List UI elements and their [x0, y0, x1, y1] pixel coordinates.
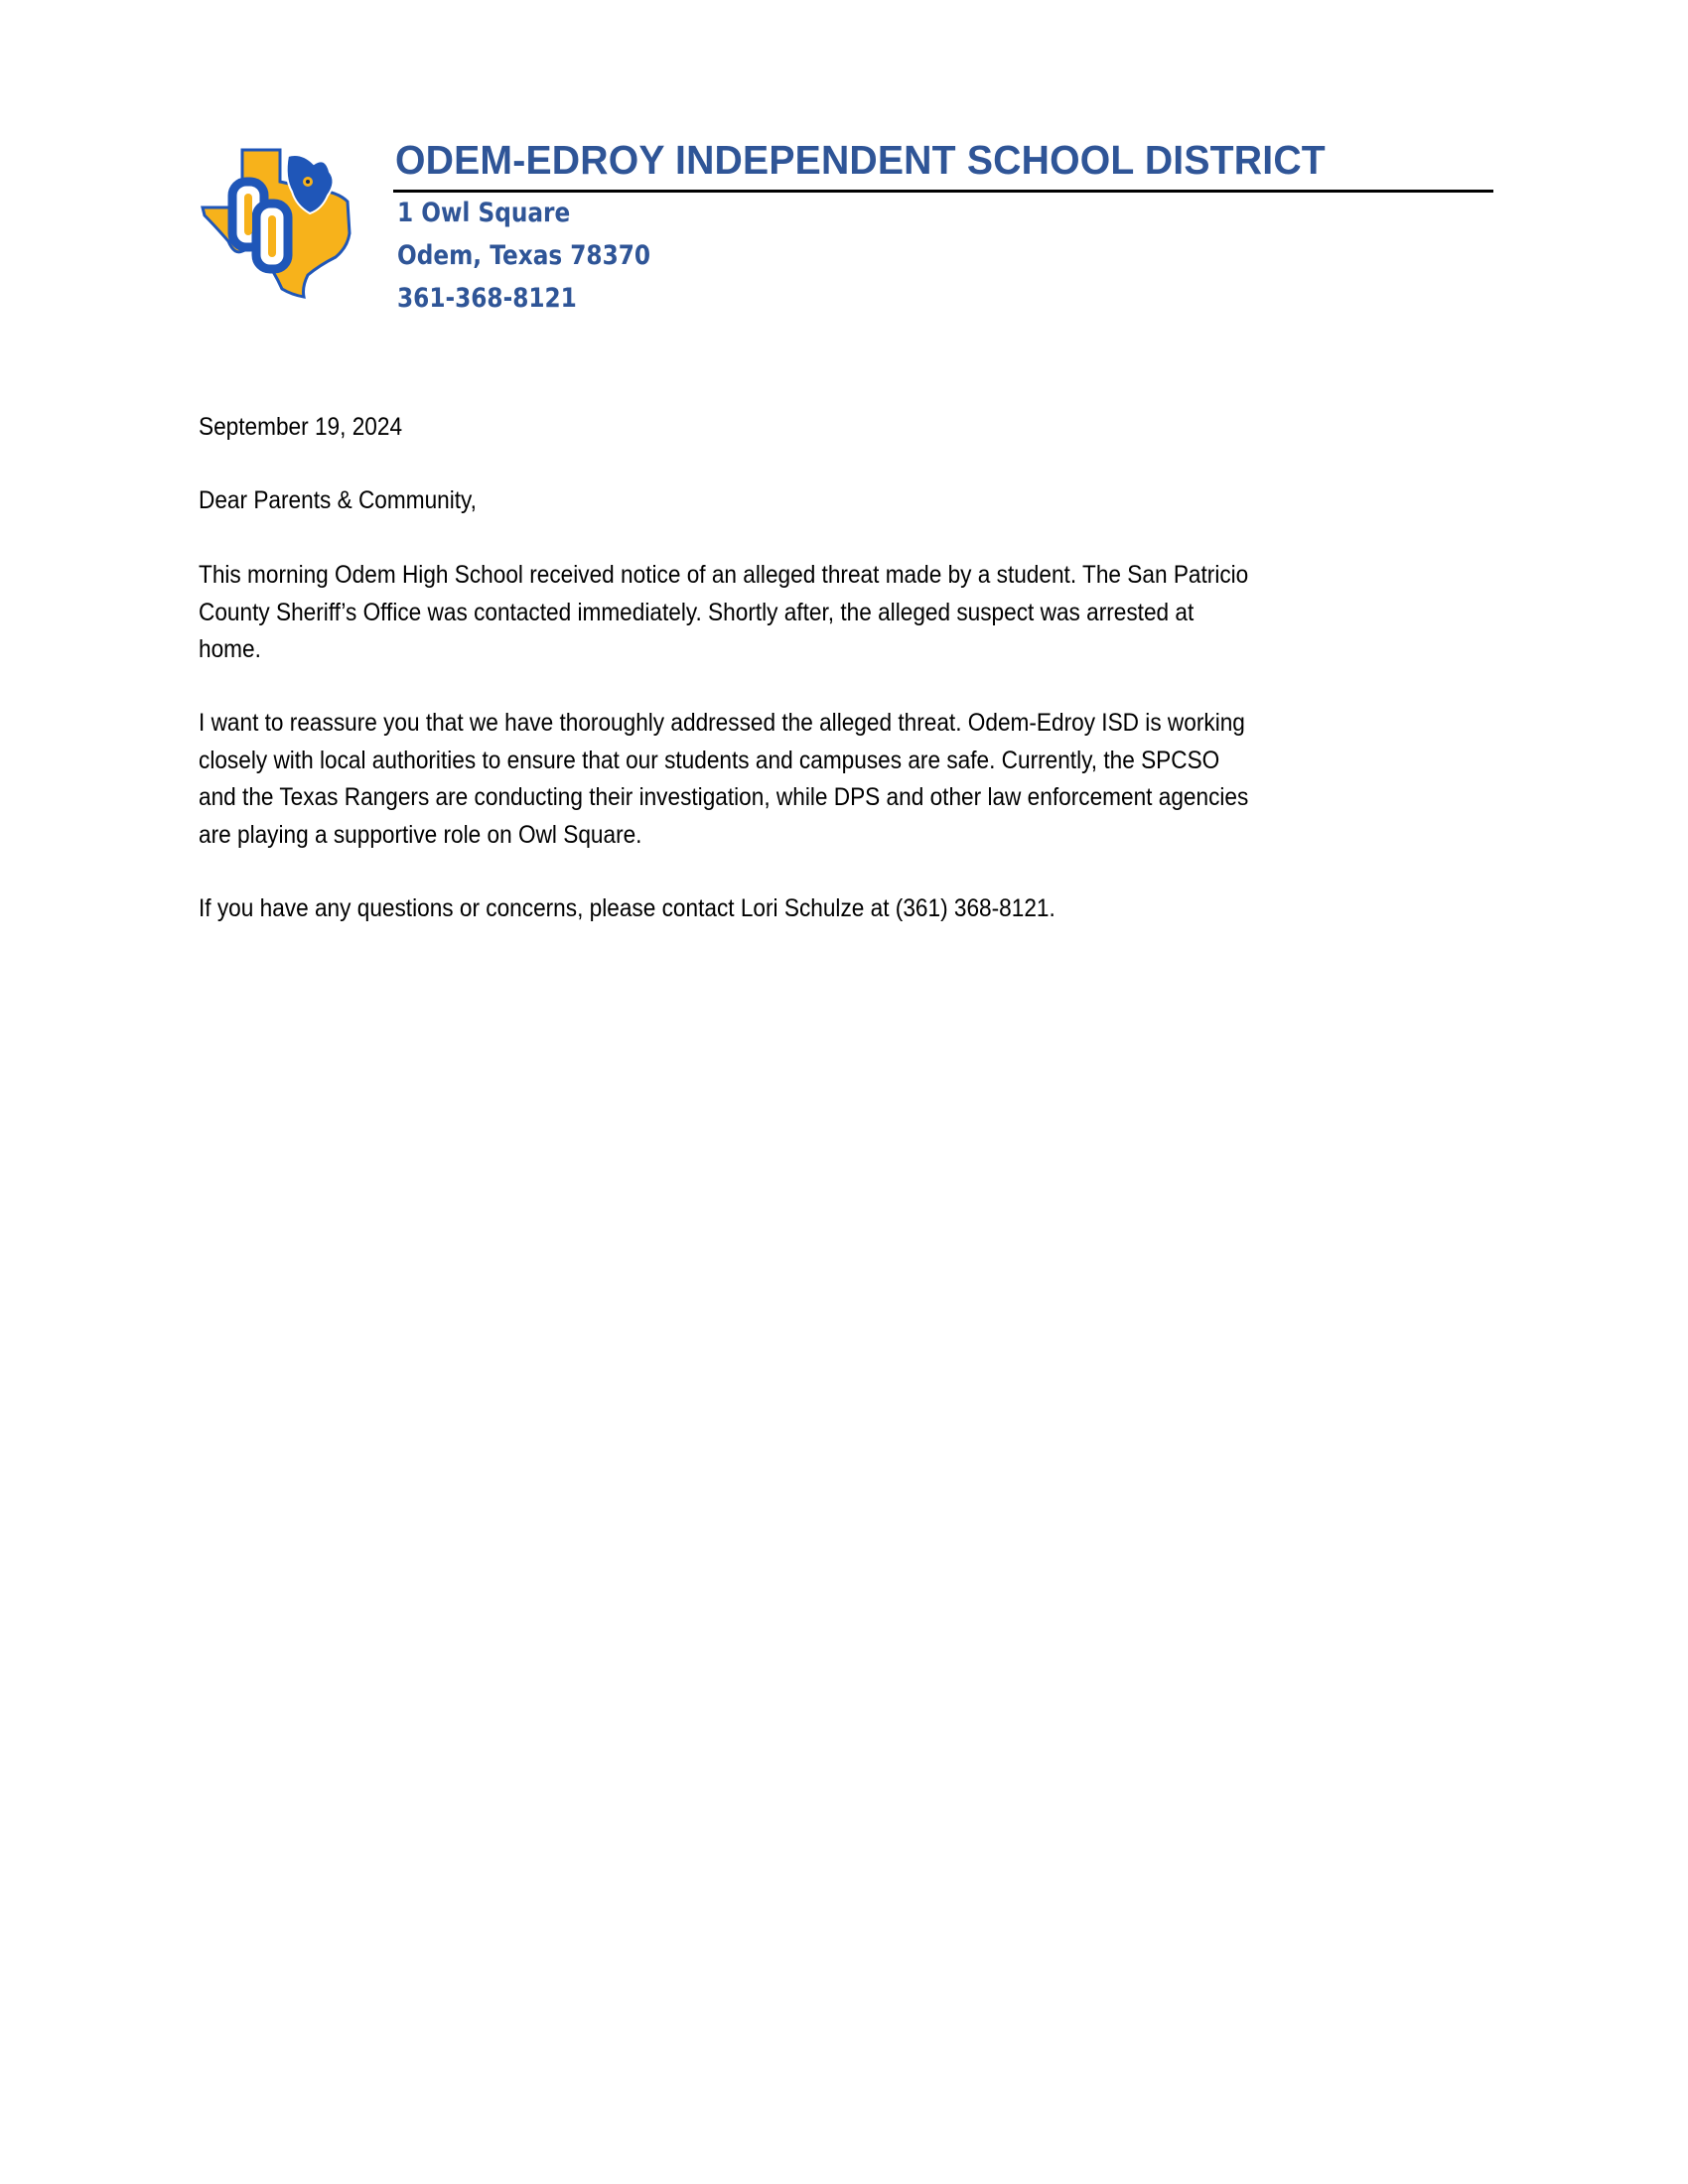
address-phone: 361-368-8121	[397, 283, 577, 314]
letter-salutation: Dear Parents & Community,	[199, 486, 477, 514]
paragraph-line: home.	[199, 635, 261, 663]
paragraph-line: I want to reassure you that we have thoroughly addressed the alleged threat. Odem-Edroy ISD is working	[199, 709, 1245, 737]
paragraph-line: If you have any questions or concerns, please contact Lori Schulze at (361) 368-8121.	[199, 894, 1055, 922]
paragraph-line: are playing a supportive role on Owl Square.	[199, 820, 642, 849]
header-divider	[393, 190, 1493, 193]
paragraph-reassurance	[199, 705, 1248, 854]
address-city: Odem, Texas 78370	[397, 240, 651, 271]
letter-date: September 19, 2024	[199, 413, 403, 441]
address-street: 1 Owl Square	[397, 198, 571, 228]
paragraph-threat-notice	[199, 557, 1248, 669]
paragraph-line: County Sheriff’s Office was contacted immediately. Shortly after, the alleged suspect was arrested at	[199, 598, 1195, 626]
paragraph-contact	[199, 890, 1055, 928]
paragraph-line: This morning Odem High School received notice of an alleged threat made by a student. The San Patricio	[199, 561, 1249, 589]
district-logo	[199, 142, 369, 301]
paragraph-line: closely with local authorities to ensure that our students and campuses are safe. Currently, the SPCSO	[199, 746, 1220, 774]
district-name: ODEM-EDROY INDEPENDENT SCHOOL DISTRICT	[395, 137, 1326, 183]
paragraph-line: and the Texas Rangers are conducting their investigation, while DPS and other law enforcement agencies	[199, 783, 1249, 811]
